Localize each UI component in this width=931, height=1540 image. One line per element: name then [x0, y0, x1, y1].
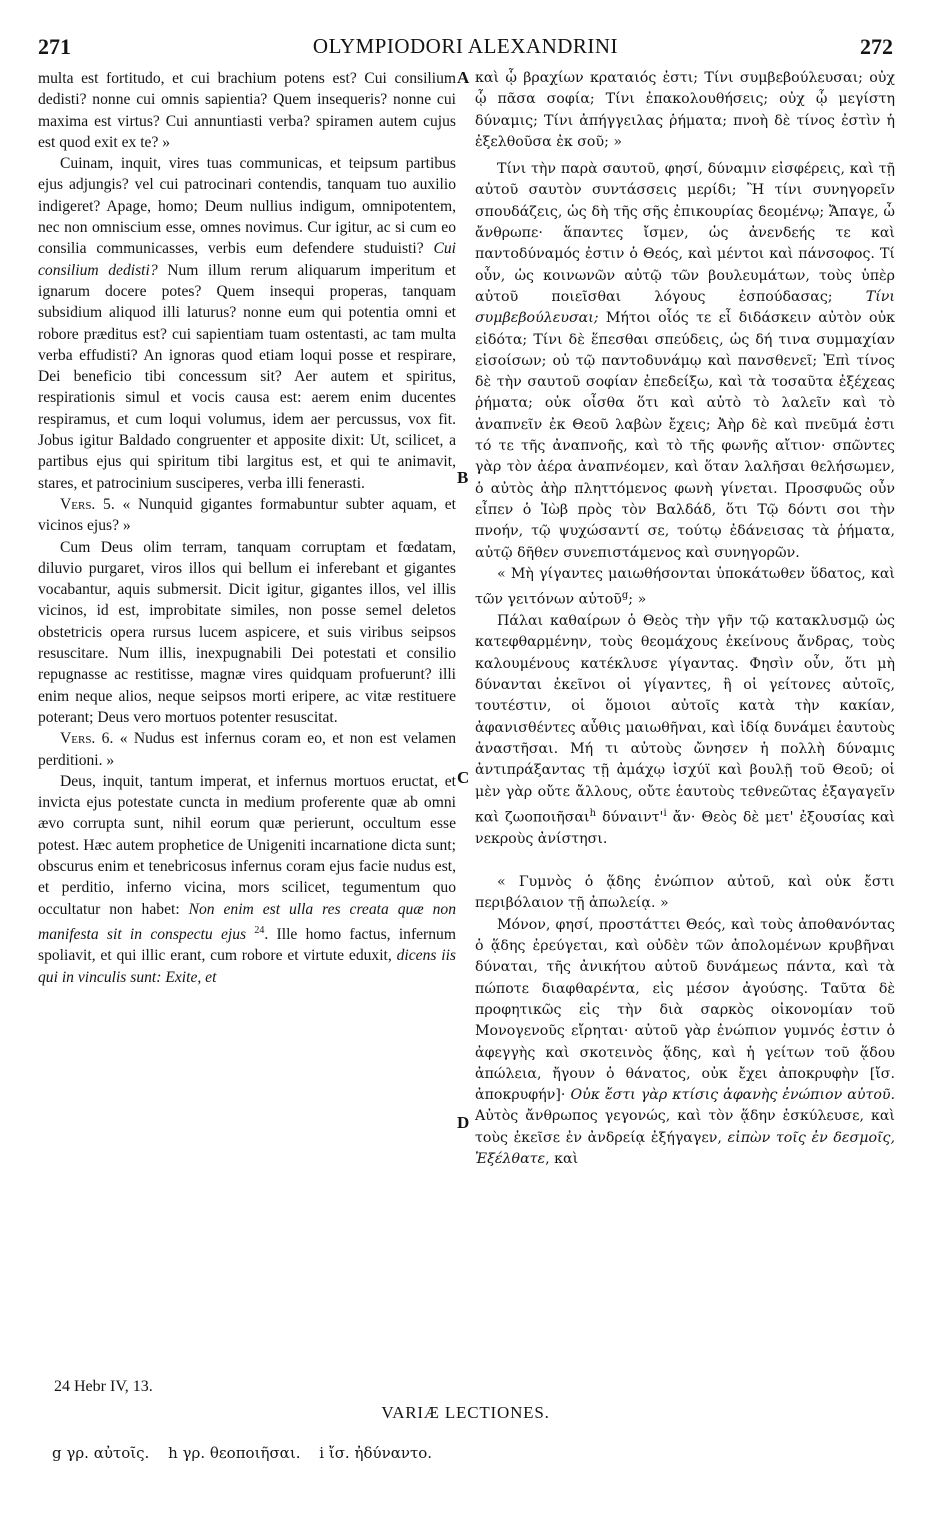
latin-paragraph-1: multa est fortitudo, et cui brachium potens est? Cui consilium dedisti? nonne cui omnis sapientia? Quem insequeris? nonne cui maxima est virtus? Cui annuntiasti verba? spiramen autem cujus est quod exit ex te? »	[38, 70, 456, 151]
greek-text: ; »	[628, 591, 647, 608]
greek-text: ἄν· Θεὸς δὲ μετ' ἐξουσίας καὶ νεκροὺς ἀνίστησι.	[475, 809, 895, 847]
verse-6-heading	[38, 728, 456, 771]
verse-5-heading	[38, 494, 456, 537]
latin-paragraph-3: Cum Deus olim terram, tanquam corruptam et fœdatam, diluvio purgaret, viros illos qui bellum ei inferebant et gigantes vocabantur, aquis submersit. Dicit igitur, gigantes illos, vel illis vicinos, id est, improbitate similes, non posse semel deletos obstetricis opera rursus lucem aspicere, et suis viribus seipsos resuscitare. Num illis, inexpugnabili Dei potestati et consilio repugnasse ac restitisse, magnæ vires quidquam profuerunt? illi enim neque alios, neque seipsos morti eripere, ac vitæ restituere poterant; Deus vero mortuos potenter resuscitat.	[38, 538, 456, 726]
margin-letter-b: B	[457, 468, 469, 487]
greek-quote: εἰπὼν τοῖς ἐν δεσμοῖς, Ἐξέλθατε	[475, 1129, 896, 1168]
greek-quote: Τίνι συμβεβούλευσαι;	[475, 288, 895, 327]
greek-quote: Οὐκ ἔστι γὰρ κτίσις ἀφανὴς ἐνώπιον αὐτοῦ.	[570, 1087, 895, 1104]
greek-verse-5	[475, 564, 895, 611]
greek-text: δύναιντ'	[596, 809, 664, 826]
greek-paragraph-4	[475, 915, 895, 1171]
greek-text: « Μὴ γίγαντες μαιωθήσονται ὑποκάτωθεν ὕδατος, καὶ τῶν γειτόνων αὐτοῦ	[475, 565, 895, 608]
greek-text: , καὶ	[545, 1151, 579, 1168]
right-page-number: 272	[860, 34, 893, 59]
footnote-ref: 24	[254, 924, 265, 936]
greek-text: Μόνον, φησί, προστάττει Θεός, καὶ τοὺς ἀποθανόντας ὁ ᾅδης ἐρεύγεται, καὶ οὐδὲν τῶν ἀπολομένων κρυβῆναι δύναται, τῆς ἀνικήτου αὐτοῦ δυνάμεως πάντα, καὶ τὰ πώποτε διαφθαρέντα, εἰς μέσον ἀγούσης. Ταῦτα δὲ προφητικῶς εἰς τὴν διὰ σαρκὸς οἰκονομίαν τοῦ Μονογενοῦς εἴρηται· αὐτοῦ γὰρ ἐνώπιον γυμνός ἐστιν ὁ ἀφεγγὴς καὶ σκοτεινὸς ᾅδης, καὶ ἡ γείτων τοῦ ᾅδου ἀπώλεια, ἤγουν ὁ θάνατος, οὐκ ἔχει ἀποκρυφὴν [ἴσ. ἀποκρυφήν]·	[475, 916, 895, 1104]
latin-text: . Ille homo factus, infernum spoliavit, et qui illic erant, cum robore et virtute eduxit,	[38, 926, 456, 965]
greek-column	[475, 68, 895, 1170]
running-title: OLYMPIODORI ALEXANDRINI	[312, 34, 619, 58]
margin-letter-a: A	[457, 68, 470, 87]
verse-label: Vers. 5.	[60, 495, 115, 513]
greek-text: Τίνι τὴν παρὰ σαυτοῦ, φησί, δύναμιν εἰσφέρεις, καὶ τῇ αὐτοῦ σαυτὸν συντάσσεις μερίδι; Ἢ τίνι συνηγορεῖν σπουδάζεις, ὡς δὴ τῆς σῆς ἐπικουρίας δεομένῳ; Ἄπαγε, ὦ ἄνθρωπε· ἅπαντες ἴσμεν, ὡς ἀνενδεής τε καὶ παντοδύναμός ἐστιν ὁ Θεός, καὶ μέντοι καὶ πάνσοφος. Τί οὖν, ὡς κοινωνῶν αὐτῷ τῶν βουλευμάτων, τοὺς ὑπὲρ αὐτοῦ ποιεῖσθαι λόγους ἐσπούδασας;	[475, 161, 895, 305]
latin-text: Deus, inquit, tantum imperat, et infernus mortuos eructat, et invicta ejus potestate cuncta in medium proferente quæ ab omni ævo corrupta sunt, nihil eorum quæ perierunt, occultum esse potest. Hæc autem prophetice de Unigeniti incarnatione dicta sunt; obscurus enim et tenebricosus infernus coram ejus facie nudus est, et perditio, inferno vicina, mors scilicet, tegumentum quo occultatur non habet:	[38, 772, 456, 918]
footnote: 24 Hebr IV, 13.	[54, 1378, 153, 1395]
latin-column	[38, 68, 456, 988]
variant-item: g γρ. αὐτοῖς.	[52, 1444, 150, 1462]
margin-letter-c: C	[457, 768, 470, 787]
greek-verse-6: « Γυμνὸς ὁ ᾅδης ἐνώπιον αὐτοῦ, καὶ οὐκ ἔστι περιβόλαιον τῇ ἀπωλείᾳ. »	[475, 874, 895, 912]
greek-paragraph-1: καὶ ᾧ βραχίων κραταιός ἐστι; Τίνι συμβεβούλευσαι; οὐχ ᾧ πᾶσα σοφία; Τίνι ἐπακολουθήσεις; οὐχ ᾧ μεγίστη δύναμις; Τίνι ἀπήγγειλας ῥήματα; πνοὴ δὲ τίνος ἐστὶν ἡ ἐξελθοῦσα ἐκ σοῦ; »	[475, 70, 895, 150]
latin-quote: Non enim est ulla res creata quæ non manifesta sit in conspectu ejus	[38, 900, 456, 944]
verse-label: Vers. 6.	[60, 730, 114, 748]
page-header	[38, 34, 893, 64]
variant-item: i ἴσ. ἠδύναντο.	[319, 1444, 433, 1462]
latin-quote: Cui consilium dedisti?	[38, 240, 456, 279]
variant-item: h γρ. θεοποιῆσαι.	[168, 1444, 301, 1462]
latin-text: Num illum rerum aliquarum imperitum et ignarum docere potes? Quem insequi properas, tanquam subsidium aliquod illi laturus? nonne eum qui potentia omni et robore præditus est? cui sapientiam tuam ostentasti, ac tam multa verba effudisti? An ignoras quod etiam loqui posse et respirare, Dei beneficio tibi concessum sit? Aer autem et spiritus, respirationis simul et vocis causa est: aerem enim ducentes respiramus, et cum loqui volumus, idem aer percussus, vox fit. Jobus igitur Baldado congruenter et apposite dixit: Ut, scilicet, a partibus ejus qui spiritum tibi largitus est, et qui te animavit, stares, et patrocinium susciperes, verba illi fenerasti.	[38, 261, 457, 492]
variant-ref: i	[663, 807, 667, 819]
latin-text: Cuinam, inquit, vires tuas communicas, et teipsum partibus ejus adjungis? vel cui patrocinari contendis, tanquam tuo auxilio indigeret? Apage, homo; Deum nullius indigum, omnipotentem, nec non omniscium esse, omnes novimus. Cur igitur, ac si cum eo consilia communicasses, verbis eum defendere studuisti?	[38, 155, 456, 258]
latin-quote: dicens iis qui in vinculis sunt: Exite, et	[38, 947, 456, 986]
latin-paragraph-2	[38, 153, 456, 494]
variant-ref: g	[621, 590, 629, 602]
verse-text: « Nunquid gigantes formabuntur subter aquam, et vicinos ejus? »	[38, 495, 456, 535]
margin-letter-d: D	[457, 1113, 470, 1132]
verse-text: « Nudus est infernus coram eo, et non est velamen perditioni. »	[38, 730, 457, 769]
variae-lectiones-list	[52, 1444, 446, 1462]
greek-paragraph-2	[475, 159, 895, 564]
greek-paragraph-3	[475, 611, 895, 850]
greek-text: Μήτοι οἷός τε εἶ διδάσκειν αὐτὸν οὐκ εἰδότα; Τίνι δὲ ἕπεσθαι σπεύδεις, ὡς δή τινα συμμαχίαν εἰσοίσων; οὐ τῷ παντοδυνάμῳ καὶ πανσθενεῖ; Ἐπὶ τίνος δὲ τὴν σαυτοῦ σοφίαν ἐπεδείξω, καὶ τὰ τοσαῦτα ἐξέχεας ῥήματα; οὐκ οἶσθα ὅτι καὶ αὐτὸ τὸ λαλεῖν καὶ τὸ ἀναπνεῖν ἐκ Θεοῦ λαβὼν ἔχεις; Ἀὴρ δὲ καὶ πνεῦμά ἐστι τό τε τῆς ἀναπνοῆς, καὶ τὸ τῆς φωνῆς αἴτιον· σπῶντες γὰρ τὸν ἀέρα ἀναπνέομεν, καὶ ὅταν λαλῆσαι θελήσωμεν, ὁ αὐτὸς ἀὴρ πληττόμενος φωνὴ γίνεται. Προσφυῶς οὖν εἶπεν ὁ Ἰὼβ πρὸς τὸν Βαλδάδ, ὅτι Τῷ δόντι σοι τὴν πνοήν, τῷ ψυχώσαντί σε, τούτῳ ἐδάνεισας τὰ ῥήματα, αὐτῷ δῆθεν συνεπιστάμενος καὶ συνηγορῶν.	[475, 310, 895, 561]
latin-paragraph-4	[38, 771, 456, 988]
greek-text: Αὐτὸς ἄνθρωπος γεγονώς, καὶ τὸν ᾅδην ἐσκύλευσε, καὶ τοὺς ἐκεῖσε ἐν ἀνδρείᾳ ἐξήγαγεν,	[475, 1108, 895, 1146]
variae-lectiones-title: VARIÆ LECTIONES.	[381, 1403, 550, 1422]
greek-text: Πάλαι καθαίρων ὁ Θεὸς τὴν γῆν τῷ κατακλυσμῷ ὡς κατεφθαρμένην, τοὺς θεομάχους ἐκείνους ἄνδρας, τοὺς καλουμένους κατέκλυσε γίγαντας. Φησὶν οὖν, ὅτι μὴ δύνανται ἐκεῖνοι οἱ γίγαντες, ἢ οἱ γείτονες αὐτοῖς, τουτέστιν, οἱ ὅμοιοι αὐτοῖς κατὰ τὴν κακίαν, ἀφανισθέντες αὖθις μαιωθῆναι, καὶ ἰδίᾳ δυνάμει ἑαυτοὺς ἀναστῆσαι. Μή τι αὐτοὺς ὤνησεν ἡ πολλὴ δύναμις ἀντιπράξαντας τῇ ἀμάχῳ ἰσχύϊ καὶ βουλῇ τοῦ Θεοῦ; οἱ μὲν γὰρ οὔτε ἄλλους, οὔτε ἑαυτοὺς τεθνεῶτας ἐξαγαγεῖν καὶ ζωοποιῆσαι	[475, 613, 895, 826]
variant-ref: h	[589, 807, 597, 819]
left-page-number: 271	[38, 34, 71, 59]
